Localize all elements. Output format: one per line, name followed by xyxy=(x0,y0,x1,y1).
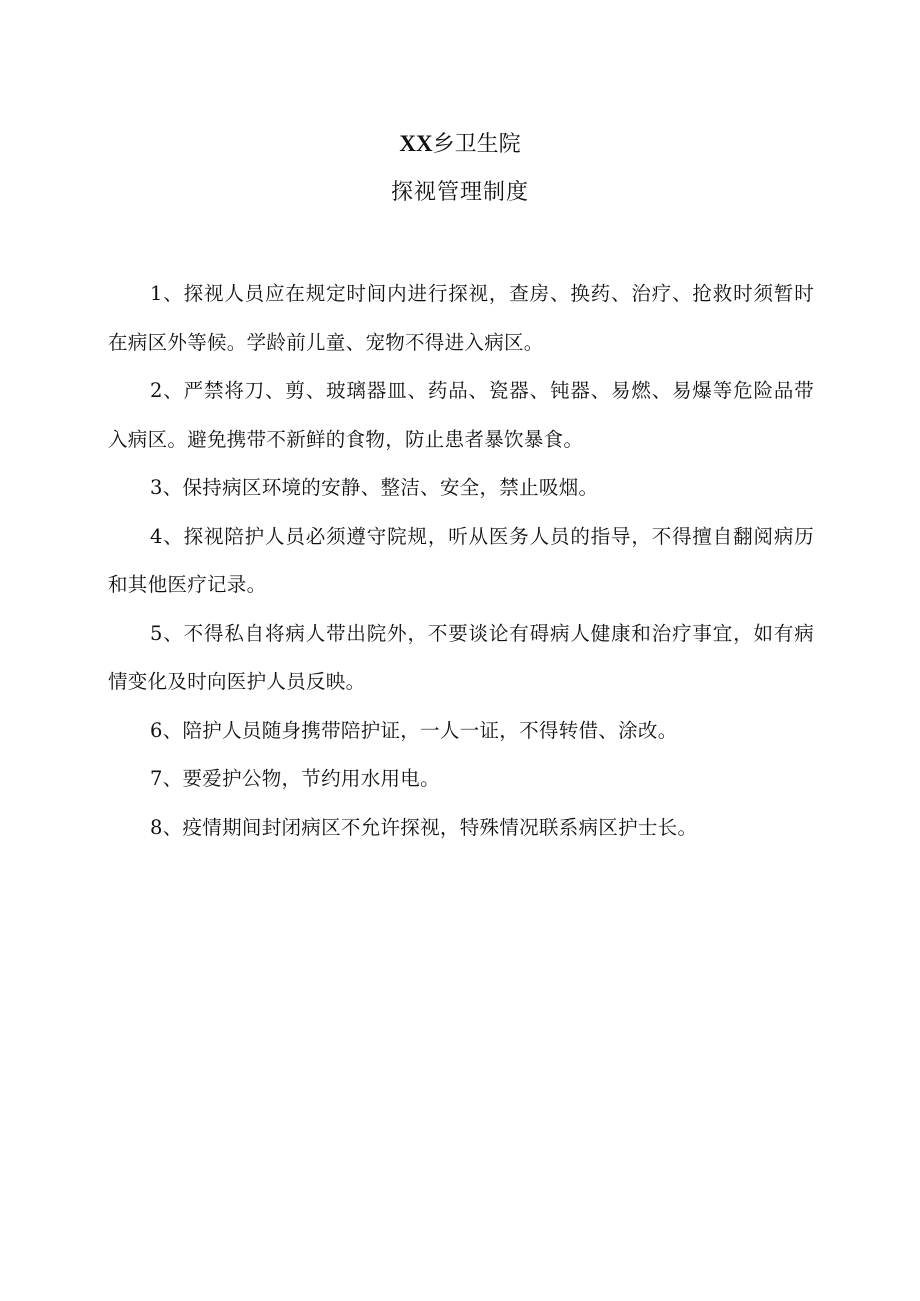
document-subtitle: 探视管理制度 xyxy=(390,180,529,205)
rule-paragraph-3: 3、保持病区环境的安静、整洁、安全，禁止吸烟。 xyxy=(150,476,599,499)
rule-paragraph-4: 4、探视陪护人员必须遵守院规，听从医务人员的指导，不得擅自翻阅病历和其他医疗记录。 xyxy=(108,524,814,596)
rule-paragraph-1: 1、探视人员应在规定时间内进行探视，查房、换药、治疗、抢救时须暂时在病区外等候。学龄前儿童、宠物不得进入病区。 xyxy=(108,282,814,354)
rule-paragraph-2: 2、严禁将刀、剪、玻璃器皿、药品、瓷器、钝器、易燃、易爆等危险品带入病区。避免携带不新鲜的食物，防止患者暴饮暴食。 xyxy=(108,379,814,451)
rules-body xyxy=(108,270,814,852)
title-prefix: XX xyxy=(399,131,433,156)
document-title xyxy=(0,126,920,163)
rule-paragraph-5: 5、不得私自将病人带出院外，不要谈论有碍病人健康和治疗事宜，如有病情变化及时向医护人员反映。 xyxy=(108,621,814,693)
rule-paragraph-8: 8、疫情期间封闭病区不允许探视，特殊情况联系病区护士长。 xyxy=(150,815,698,839)
rule-paragraph-6: 6、陪护人员随身携带陪护证，一人一证，不得转借、涂改。 xyxy=(150,718,678,742)
title-rest: 乡卫生院 xyxy=(432,132,521,157)
rule-paragraph-7: 7、要爱护公物，节约用水用电。 xyxy=(150,767,440,790)
